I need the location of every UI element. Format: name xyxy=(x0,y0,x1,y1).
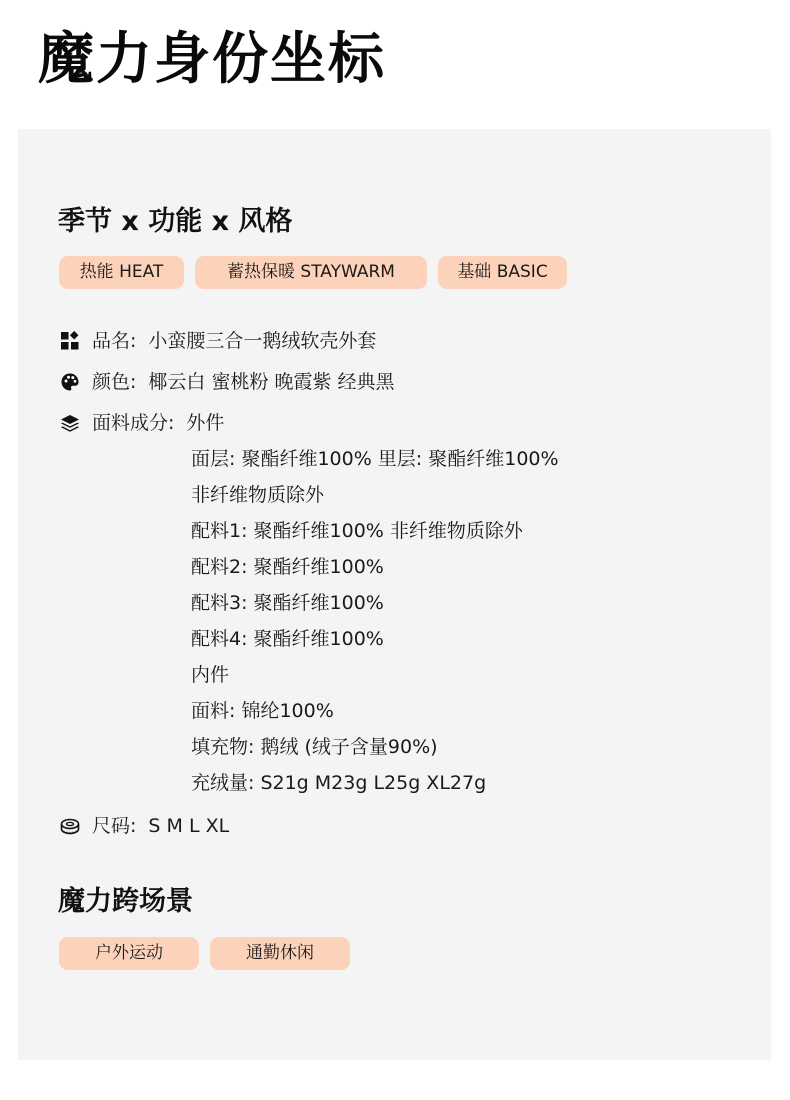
fabric-inner-heading: 内件 xyxy=(191,664,230,686)
spec-label-fabric: 面料成分: xyxy=(92,412,175,434)
fabric-outer-heading: 外件 xyxy=(186,412,225,434)
layers-icon xyxy=(60,413,80,433)
fabric-line: 填充物: 鹅绒 (绒子含量90%) xyxy=(191,736,438,758)
tag-basic: 基础 BASIC xyxy=(438,256,567,289)
fabric-line: 充绒量: S21g M23g L25g XL27g xyxy=(191,772,487,794)
fabric-line: 配料2: 聚酯纤维100% xyxy=(191,556,384,578)
spec-value-color: 椰云白 蜜桃粉 晚霞紫 经典黑 xyxy=(148,371,395,393)
grid-icon xyxy=(60,331,80,351)
tag-commute-leisure: 通勤休闲 xyxy=(210,937,350,970)
page-title: 魔力身份坐标 xyxy=(38,27,386,92)
fabric-line: 配料1: 聚酯纤维100% 非纤维物质除外 xyxy=(191,520,523,542)
tag-heat: 热能 HEAT xyxy=(59,256,184,289)
spec-label-name: 品名: xyxy=(92,330,137,352)
spec-value-name: 小蛮腰三合一鹅绒软壳外套 xyxy=(148,330,377,352)
attributes-heading: 季节 x 功能 x 风格 xyxy=(58,206,293,237)
fabric-line: 面料: 锦纶100% xyxy=(191,700,334,722)
tag-staywarm: 蓄热保暖 STAYWARM xyxy=(195,256,427,289)
scene-tag-row xyxy=(59,937,350,970)
fabric-line: 非纤维物质除外 xyxy=(191,484,325,506)
tag-outdoor-sports: 户外运动 xyxy=(59,937,199,970)
fabric-line: 面层: 聚酯纤维100% 里层: 聚酯纤维100% xyxy=(191,448,559,470)
fabric-line: 配料3: 聚酯纤维100% xyxy=(191,592,384,614)
spec-value-size: S M L XL xyxy=(148,815,230,837)
spec-label-size: 尺码: xyxy=(92,815,137,837)
attribute-tag-row xyxy=(59,256,567,289)
spec-row-name xyxy=(60,327,376,355)
tape-measure-icon xyxy=(60,816,80,836)
spec-row-color xyxy=(60,368,395,396)
fabric-line: 配料4: 聚酯纤维100% xyxy=(191,628,384,650)
spec-label-color: 颜色: xyxy=(92,371,137,393)
palette-icon xyxy=(60,372,80,392)
spec-row-size xyxy=(60,812,229,840)
scenes-heading: 魔力跨场景 xyxy=(58,886,193,917)
spec-row-fabric xyxy=(60,409,224,437)
